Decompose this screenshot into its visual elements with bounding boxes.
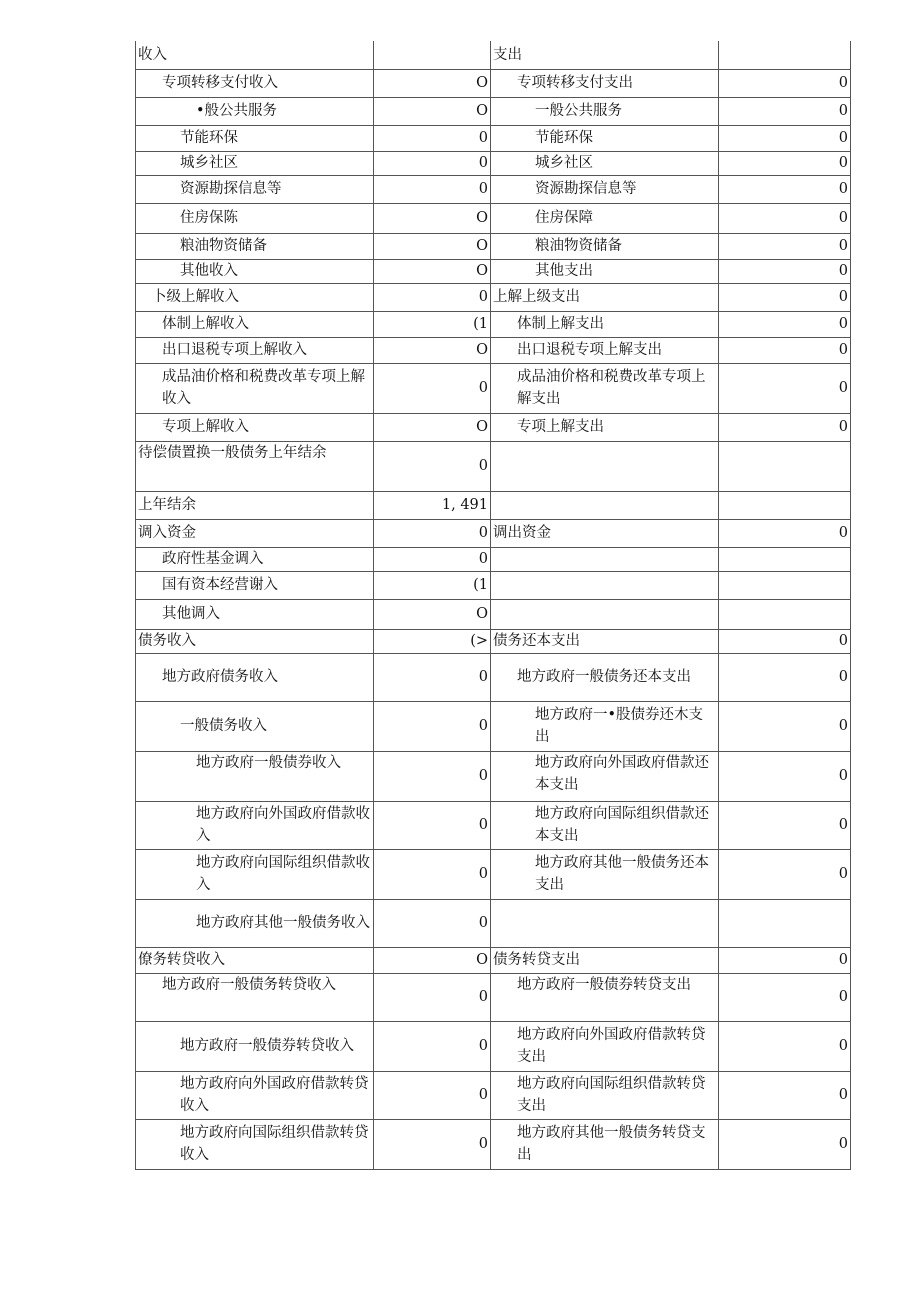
expense-item-amount: 0 [719,701,851,751]
table-row [136,233,851,259]
income-item-amount: O [374,413,491,441]
expense-item-label [491,599,719,629]
expense-item-amount: 0 [719,519,851,547]
expense-item-label: 地方政府其他一般债务转贷支出 [491,1119,719,1169]
income-item-amount: (> [374,629,491,653]
expense-item-amount: 0 [719,97,851,125]
income-item-amount: O [374,947,491,973]
income-item-amount: 0 [374,701,491,751]
table-row [136,801,851,849]
expense-item-label: 出口退税专项上解支出 [491,337,719,363]
expense-item-amount: 0 [719,283,851,311]
expense-item-label: 地方政府向国际组织借款转贷支出 [491,1071,719,1119]
table-row [136,599,851,629]
income-item-label: 地方政府向外国政府借款收入 [136,801,374,849]
expense-item-amount: 0 [719,337,851,363]
expense-item-amount: 0 [719,311,851,337]
expense-item-label: 地方政府向国际组织借款还本支出 [491,801,719,849]
income-item-amount: O [374,69,491,97]
expense-item-label: 地方政府一•股债券还木支出 [491,701,719,751]
table-row [136,849,851,899]
expense-item-label: 专项上解支出 [491,413,719,441]
income-item-amount: (1 [374,311,491,337]
expense-item-amount: 0 [719,203,851,233]
income-item-label: 地方政府其他一般债务收入 [136,899,374,947]
income-item-label: 地方政府一般债券收入 [136,751,374,801]
expense-item-label: 节能环保 [491,125,719,151]
income-item-label: 地方政府一般债务转贷收入 [136,973,374,1021]
expense-item-label: 地方政府一般债务还本支出 [491,653,719,701]
table-row [136,125,851,151]
expense-item-amount: 0 [719,175,851,203]
income-item-label: 债务收入 [136,629,374,653]
expense-item-amount: 0 [719,653,851,701]
income-item-amount: 0 [374,751,491,801]
income-item-amount: 0 [374,547,491,571]
income-item-label: 住房保陈 [136,203,374,233]
income-item-label: 地方政府一般债券转贷收入 [136,1021,374,1071]
expense-item-amount: 0 [719,849,851,899]
income-item-amount: 0 [374,283,491,311]
expense-item-label: 住房保障 [491,203,719,233]
income-item-label: 粮油物资储备 [136,233,374,259]
expense-item-label: 调出资金 [491,519,719,547]
table-row [136,413,851,441]
table-row [136,973,851,1021]
table-row [136,491,851,519]
income-item-label: 地方政府向外国政府借款转贷收入 [136,1071,374,1119]
expense-item-amount: 0 [719,629,851,653]
expense-item-label [491,547,719,571]
expense-item-amount: 0 [719,259,851,283]
income-item-label: 卜级上解收入 [136,283,374,311]
table-row [136,571,851,599]
table-row [136,69,851,97]
income-item-label: 其他收入 [136,259,374,283]
income-item-amount: 0 [374,849,491,899]
expense-item-label: 上解上级支出 [491,283,719,311]
income-item-amount: 0 [374,899,491,947]
expense-item-label: 地方政府向外国政府借款还本支出 [491,751,719,801]
income-item-amount: O [374,97,491,125]
income-item-label: 城乡社区 [136,151,374,175]
expense-item-amount: 0 [719,947,851,973]
income-item-label: 国有资本经营谢入 [136,571,374,599]
income-item-amount: 0 [374,801,491,849]
expense-item-label: 一般公共服务 [491,97,719,125]
expense-item-amount: 0 [719,233,851,259]
table-row [136,441,851,491]
table-row [136,653,851,701]
table-row [136,259,851,283]
expense-item-amount [719,491,851,519]
income-item-amount: O [374,233,491,259]
expense-item-label: 其他支出 [491,259,719,283]
table-row [136,97,851,125]
table-row [136,41,851,69]
income-item-amount: 0 [374,1021,491,1071]
income-item-amount: 0 [374,175,491,203]
expense-item-label: 债务还本支出 [491,629,719,653]
table-row [136,519,851,547]
expense-item-amount: 0 [719,69,851,97]
expense-item-amount [719,899,851,947]
table-row [136,283,851,311]
expense-item-label: 城乡社区 [491,151,719,175]
expense-item-label [491,571,719,599]
income-item-label: 地方政府向国际组织借款收入 [136,849,374,899]
expense-item-label: 地方政府其他一般债务还本支出 [491,849,719,899]
expense-item-amount: 0 [719,973,851,1021]
expense-item-label: 支出 [491,41,719,69]
expense-item-label: 资源勘探信息等 [491,175,719,203]
expense-item-label: 体制上解支出 [491,311,719,337]
income-item-label: 专项转移支付收入 [136,69,374,97]
expense-item-amount [719,441,851,491]
expense-item-amount: 0 [719,801,851,849]
income-item-amount: 0 [374,519,491,547]
income-item-amount: O [374,599,491,629]
table-row [136,751,851,801]
income-item-label: 节能环保 [136,125,374,151]
income-item-amount: 0 [374,1119,491,1169]
income-item-amount: 1, 491 [374,491,491,519]
table-row [136,151,851,175]
expense-item-amount: 0 [719,151,851,175]
expense-item-amount [719,41,851,69]
expense-item-label: 地方政府向外国政府借款转贷支出 [491,1021,719,1071]
income-item-label: 一般债务收入 [136,701,374,751]
expense-item-amount: 0 [719,1021,851,1071]
income-item-amount: 0 [374,363,491,413]
budget-table-body [136,41,851,1169]
income-item-label: 待偿债置换一般债务上年结余 [136,441,374,491]
income-item-amount [374,41,491,69]
expense-item-amount [719,599,851,629]
table-row [136,1119,851,1169]
table-row [136,547,851,571]
expense-item-label [491,899,719,947]
income-item-amount: 0 [374,1071,491,1119]
income-item-amount: 0 [374,441,491,491]
income-item-amount: 0 [374,125,491,151]
income-item-amount: O [374,203,491,233]
income-item-label: •般公共服务 [136,97,374,125]
income-item-label: 调入资金 [136,519,374,547]
expense-item-label: 专项转移支付支出 [491,69,719,97]
table-row [136,629,851,653]
table-row [136,1021,851,1071]
expense-item-amount: 0 [719,413,851,441]
income-item-label: 政府性基金调入 [136,547,374,571]
table-row [136,311,851,337]
table-row [136,203,851,233]
income-item-amount: 0 [374,973,491,1021]
expense-item-amount [719,571,851,599]
income-item-amount: 0 [374,653,491,701]
income-item-label: 地方政府向国际组织借款转贷收入 [136,1119,374,1169]
budget-table [135,41,851,1170]
income-item-amount: 0 [374,151,491,175]
income-item-label: 收入 [136,41,374,69]
expense-item-amount [719,547,851,571]
income-item-label: 僚务转贷收入 [136,947,374,973]
income-item-label: 地方政府债务收入 [136,653,374,701]
expense-item-label [491,491,719,519]
expense-item-label: 债务转贷支出 [491,947,719,973]
expense-item-amount: 0 [719,1119,851,1169]
expense-item-label: 粮油物资储备 [491,233,719,259]
table-row [136,947,851,973]
income-item-label: 其他调入 [136,599,374,629]
table-row [136,701,851,751]
expense-item-amount: 0 [719,363,851,413]
expense-item-label: 成品油价格和税费改革专项上解支出 [491,363,719,413]
expense-item-amount: 0 [719,125,851,151]
expense-item-label [491,441,719,491]
expense-item-label: 地方政府一般债券转贷支出 [491,973,719,1021]
income-item-amount: (1 [374,571,491,599]
table-row [136,363,851,413]
income-item-label: 成品油价格和税费改革专项上解收入 [136,363,374,413]
expense-item-amount: 0 [719,751,851,801]
income-item-label: 上年结余 [136,491,374,519]
income-item-label: 专项上解收入 [136,413,374,441]
expense-item-amount: 0 [719,1071,851,1119]
table-row [136,337,851,363]
income-item-amount: O [374,337,491,363]
income-item-label: 出口退税专项上解收入 [136,337,374,363]
table-row [136,175,851,203]
income-item-amount: O [374,259,491,283]
income-item-label: 资源勘探信息等 [136,175,374,203]
table-row [136,1071,851,1119]
income-item-label: 体制上解收入 [136,311,374,337]
table-row [136,899,851,947]
